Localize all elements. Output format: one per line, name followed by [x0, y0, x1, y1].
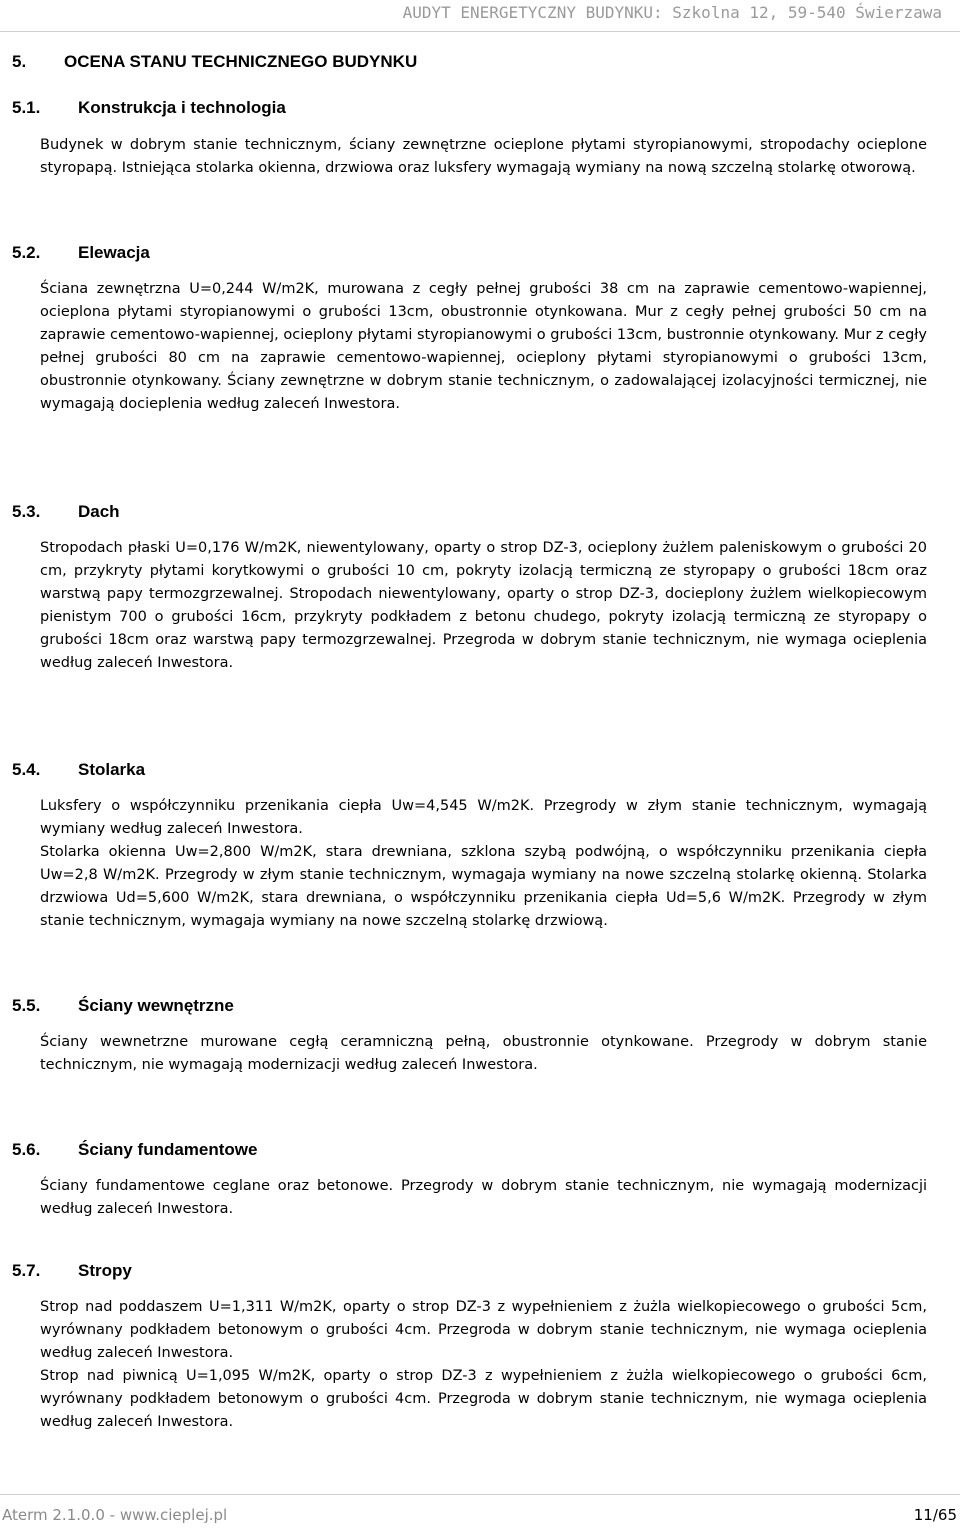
section-heading-5-2 — [12, 243, 150, 263]
section-heading-5-1 — [12, 98, 286, 118]
section-heading-5-6 — [12, 1140, 257, 1160]
page-header: AUDYT ENERGETYCZNY BUDYNKU: Szkolna 12, 59-540 Świerzawa — [402, 3, 942, 22]
chapter-heading — [12, 52, 417, 72]
section-body-5-3 — [40, 537, 927, 675]
page-number: 11/65 — [913, 1506, 957, 1524]
footer-divider — [0, 1494, 960, 1495]
section-title: Stropy — [78, 1261, 132, 1280]
chapter-number: 5. — [12, 52, 27, 71]
section-number: 5.1. — [12, 98, 41, 117]
footer-software: Aterm 2.1.0.0 - www.cieplej.pl — [2, 1506, 228, 1524]
section-body-5-6 — [40, 1175, 927, 1221]
section-body-5-5 — [40, 1031, 927, 1077]
section-number: 5.2. — [12, 243, 41, 262]
section-body-5-2 — [40, 278, 927, 416]
paragraph: Strop nad poddaszem U=1,311 W/m2K, oparty o strop DZ-3 z wypełnieniem z żużla wielkopiecowego o grubości 5cm, wyrównany podkładem betonowym o grubości 4cm. Przegroda w dobrym stanie technicznym, nie wymaga ocieplenia według zaleceń Inwestora. — [40, 1299, 927, 1361]
paragraph: Budynek w dobrym stanie technicznym, ściany zewnętrzne ocieplone płytami styropianowymi, stropodachy ocieplone styropapą. Istniejąca stolarka okienna, drzwiowa oraz luksfery wymagają wymiany na nową szczelną stolarkę otworową. — [40, 137, 927, 176]
section-number: 5.6. — [12, 1140, 41, 1159]
section-body-5-1 — [40, 134, 927, 180]
section-number: 5.4. — [12, 760, 41, 779]
section-number: 5.3. — [12, 502, 41, 521]
section-title: Elewacja — [78, 243, 150, 262]
paragraph: Ściany wewnetrzne murowane cegłą ceramniczną pełną, obustronnie otynkowane. Przegrody w dobrym stanie technicznym, nie wymagają modernizacji według zaleceń Inwestora. — [40, 1034, 927, 1073]
section-title: Ściany wewnętrzne — [78, 996, 234, 1015]
section-title: Stolarka — [78, 760, 146, 779]
section-title: Dach — [78, 502, 120, 521]
paragraph: Ściany fundamentowe ceglane oraz betonowe. Przegrody w dobrym stanie technicznym, nie wymagają modernizacji według zaleceń Inwestora. — [40, 1178, 927, 1217]
header-divider — [0, 31, 960, 32]
section-heading-5-4 — [12, 760, 145, 780]
section-title: Konstrukcja i technologia — [78, 98, 286, 117]
paragraph: Stropodach płaski U=0,176 W/m2K, niewentylowany, oparty o strop DZ-3, ocieplony żużlem paleniskowym o grubości 20 cm, przykryty płytami korytkowymi o grubości 10 cm, pokryty izolacją termiczną ze styropapy o grubości 18cm oraz warstwą papy termozgrzewalnej. Stropodach niewentylowany, oparty o strop DZ-3, docieplony żużlem wielkopiecowym pienistym 700 o grubości 16cm, przykryty podkładem z betonu chudego, pokryty izolacją termiczną ze styropapy o grubości 18cm oraz warstwą papy termozgrzewalnej. Przegroda w dobrym stanie technicznym, nie wymaga ocieplenia według zaleceń Inwestora. — [40, 540, 927, 671]
section-title: Ściany fundamentowe — [78, 1140, 258, 1159]
section-number: 5.5. — [12, 996, 41, 1015]
paragraph: Ściana zewnętrzna U=0,244 W/m2K, murowana z cegły pełnej grubości 38 cm na zaprawie cementowo-wapiennej, ocieplona płytami styropianowymi o grubości 13cm, obustronnie otynkowana. Mur z cegły pełnej grubości 50 cm na zaprawie cementowo-wapiennej, ocieplony płytami styropianowymi o grubości 13cm, bustronnie otynkowany. Mur z cegły pełnej grubości 80 cm na zaprawie cementowo-wapiennej, ocieplony płytami styropianowymi o grubości 13cm, obustronnie otynkowany. Ściany zewnętrzne w dobrym stanie technicznym, o zadowalającej izolacyjności termicznej, nie wymagają docieplenia według zaleceń Inwestora. — [40, 281, 927, 412]
paragraph: Strop nad piwnicą U=1,095 W/m2K, oparty o strop DZ-3 z wypełnieniem z żużla wielkopiecowego o grubości 6cm, wyrównany podkładem betonowym o grubości 4cm. Przegroda w dobrym stanie technicznym, nie wymaga ocieplenia według zaleceń Inwestora. — [40, 1368, 927, 1430]
section-body-5-4 — [40, 795, 927, 933]
chapter-title: OCENA STANU TECHNICZNEGO BUDYNKU — [64, 52, 418, 71]
section-number: 5.7. — [12, 1261, 41, 1280]
paragraph: Luksfery o współczynniku przenikania ciepła Uw=4,545 W/m2K. Przegrody w złym stanie technicznym, wymagają wymiany według zaleceń Inwestora. — [40, 798, 927, 837]
section-heading-5-5 — [12, 996, 234, 1016]
section-heading-5-3 — [12, 502, 120, 522]
section-body-5-7 — [40, 1296, 927, 1434]
section-heading-5-7 — [12, 1261, 132, 1281]
paragraph: Stolarka okienna Uw=2,800 W/m2K, stara drewniana, szklona szybą podwójną, o współczynniku przenikania ciepła Uw=2,8 W/m2K. Przegrody w złym stanie technicznym, wymagaja wymiany na nowe szczelną stolarkę okienną. Stolarka drzwiowa Ud=5,600 W/m2K, stara drewniana, o współczynniku przenikania ciepła Ud=5,6 W/m2K. Przegrody w złym stanie technicznym, wymagaja wymiany na nowe szczelną stolarkę drzwiową. — [40, 844, 927, 929]
